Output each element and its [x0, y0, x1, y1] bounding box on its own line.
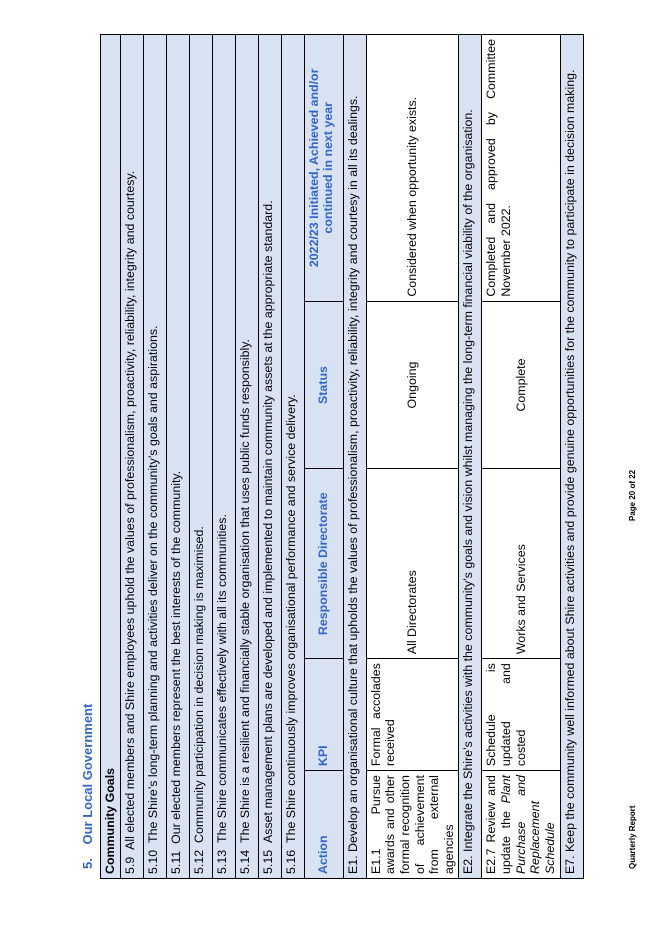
- section-heading: [80, 704, 95, 869]
- goal-text: The Shire’s long-term planning and activities deliver on the community’s goals and aspirations.: [145, 325, 160, 843]
- action-text: E1.1 Pursue awards and other formal recognition of achievement from external agencies: [368, 775, 456, 874]
- header-year: 2022/23 Initiated, Achieved and/or continued in next year: [304, 35, 343, 302]
- header-kpi: KPI: [304, 659, 343, 771]
- year-cell: Considered when opportunity exists.: [366, 35, 459, 302]
- header-status: Status: [304, 301, 343, 469]
- goal-number: 5.16: [283, 849, 298, 874]
- header-responsible: Responsible Directorate: [304, 469, 343, 659]
- strategy-table: [100, 34, 584, 879]
- goal-row: [189, 35, 212, 879]
- action-cell: [366, 771, 459, 879]
- year-cell: Completed and approved by Committee November 2022.: [482, 35, 560, 302]
- kpi-cell: Schedule is updated and costed: [482, 659, 560, 771]
- goal-row: [258, 35, 281, 879]
- goal-text: The Shire communicates effectively with all its communities.: [214, 514, 229, 843]
- column-header-row: [304, 35, 343, 879]
- goal-row: [120, 35, 143, 879]
- community-goals-title: Community Goals: [101, 35, 121, 879]
- responsible-cell: Works and Services: [482, 469, 560, 659]
- goal-text: Asset management plans are developed and implemented to maintain community assets at the appropriate standard.: [260, 200, 275, 843]
- section-number: 5.: [80, 858, 95, 869]
- action-text-italic: Plant Purchase and Replacement Schedule: [499, 775, 557, 874]
- goal-text: The Shire is a resilient and financially stable organisation that uses public funds responsibly.: [237, 339, 252, 843]
- section-title: Our Local Government: [80, 703, 95, 845]
- objective-text: E7. Keep the community well informed about Shire activities and provide genuine opportunities for the community to participate in decision making.: [560, 35, 583, 879]
- goal-text: The Shire continuously improves organisational performance and service delivery.: [283, 394, 298, 843]
- header-action: Action: [304, 771, 343, 879]
- responsible-cell: All Directorates: [366, 469, 459, 659]
- status-cell: Ongoing: [366, 301, 459, 469]
- goal-text: All elected members and Shire employees uphold the values of professionalism, proactivity, reliability, integrity and courtesy.: [122, 170, 137, 850]
- objective-row: [560, 35, 583, 879]
- goal-number: 5.9: [122, 856, 137, 874]
- status-cell: Complete: [482, 301, 560, 469]
- kpi-cell: Formal accolades received: [366, 659, 459, 771]
- goal-row: [212, 35, 235, 879]
- goal-row: [235, 35, 258, 879]
- objective-text: E2. Integrate the Shire’s activities with the community’s goals and vision whilst managing the long-term financial viability of the organisation.: [459, 35, 482, 879]
- goal-number: 5.13: [214, 849, 229, 874]
- footer-page-number: Page 20 of 22: [628, 469, 637, 521]
- objective-row: [343, 35, 366, 879]
- action-cell: [482, 771, 560, 879]
- goal-number: 5.11: [168, 850, 183, 874]
- footer-report-title: Quarterly Report: [628, 805, 637, 869]
- action-row: [482, 35, 560, 879]
- goal-row: [166, 35, 189, 879]
- goal-number: 5.15: [260, 849, 275, 874]
- goal-number: 5.10: [145, 849, 160, 874]
- goal-text: Our elected members represent the best interests of the community.: [168, 470, 183, 844]
- goal-number: 5.12: [191, 849, 206, 874]
- action-text: E2.7 Review and update the: [484, 775, 513, 874]
- goal-row: [143, 35, 166, 879]
- objective-row: [459, 35, 482, 879]
- goal-text: Community participation in decision making is maximised.: [191, 526, 206, 843]
- action-row: [366, 35, 459, 879]
- goal-number: 5.14: [237, 849, 252, 874]
- goal-row: [281, 35, 304, 879]
- objective-text: E1. Develop an organisational culture that upholds the values of professionalism, proactivity, reliability, integrity and courtesy in all its dealings.: [343, 35, 366, 879]
